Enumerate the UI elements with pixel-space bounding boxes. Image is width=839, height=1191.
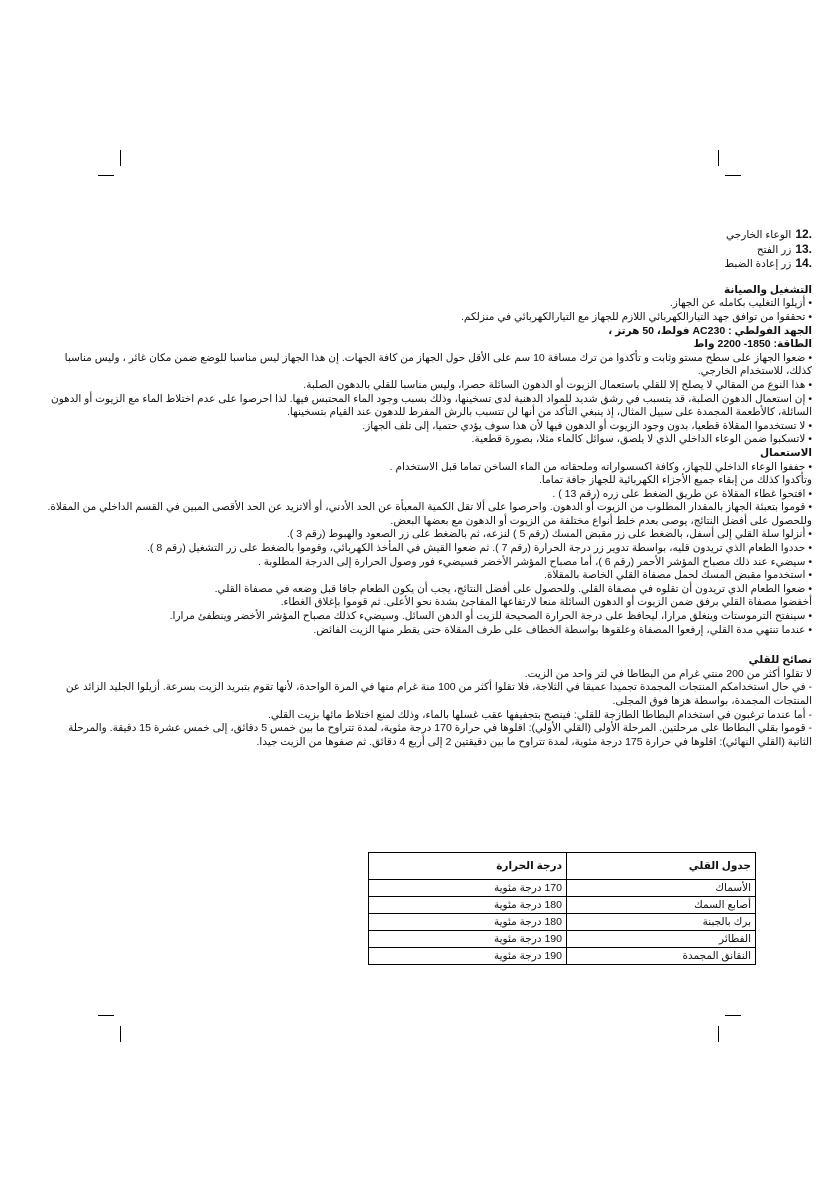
paragraph: • استخدموا مقبض المسك لحمل مصفاة القلي الخاصة بالمقلاة. xyxy=(544,569,812,582)
table-cell-temp: 190 درجة مئوية xyxy=(369,948,567,965)
crop-mark xyxy=(725,1015,741,1016)
table-header-row xyxy=(369,853,756,880)
paragraph: • سيضيء عند ذلك مصباح المؤشر الأحمر (رقم 6 )، أما مصباح المؤشر الأخضر فسيضيء فور وصول الحرارة إلى الدرجة المطلوبة . xyxy=(257,555,812,568)
paragraph: أخفضوا مصفاة القلي برفق ضمن الزيوت أو الدهون السائلة منعا لارتفاعها المفاجئ بشدة نحو الأعلى. ثم قوموا بإغلاق الغطاء. xyxy=(280,596,812,609)
operation-heading: التشغيل والصيانة xyxy=(724,283,812,296)
parts-list-item: 12.الوعاء الخارجي xyxy=(726,227,812,241)
paragraph: • افتحوا غطاء المقلاة عن طريق الضغط على زره (رقم 13 ) . xyxy=(552,487,812,500)
crop-mark xyxy=(98,1015,114,1016)
table-cell-food: برك بالجبنة xyxy=(567,914,756,931)
table-cell-temp: 190 درجة مئوية xyxy=(369,931,567,948)
paragraph: • لاتسكبوا ضمن الوعاء الداخلي الذي لا يلصق، سوائل كالماء مثلا، بصورة قطعية. xyxy=(471,433,812,446)
parts-list xyxy=(42,228,812,272)
table-row xyxy=(369,897,756,914)
table-row xyxy=(369,914,756,931)
paragraph: • عندما تنتهي مدة القلي، إرفعوا المصفاة وعلقوها بواسطة الخطاف على طرف المقلاة حتى يقطر منها الزيت الفائض. xyxy=(313,623,812,636)
paragraph: • أزيلوا التغليب بكامله عن الجهاز. xyxy=(669,297,812,310)
frying-table xyxy=(368,852,756,965)
tips-heading: نصائح للقلي xyxy=(748,654,812,667)
paragraph: • حددوا الطعام الذي تريدون قليه، بواسطة تدوير زر درجة الحرارة (رقم 7 ). ثم ضعوا القيش في المأخذ الكهربائي، وقوموا بالضغط على زر التشغيل (رقم 8 ). xyxy=(147,542,812,555)
crop-mark xyxy=(98,175,114,176)
voltage-spec: الجهد الفولطي : AC230 فولط، 50 هرتز ، xyxy=(608,324,812,337)
table-cell-food: الفطائر xyxy=(567,931,756,948)
crop-mark xyxy=(120,1026,121,1042)
table-cell-temp: 180 درجة مئوية xyxy=(369,897,567,914)
table-cell-temp: 180 درجة مئوية xyxy=(369,914,567,931)
paragraph: • إن استعمال الدهون الصلبة، قد يتسبب في رشق شديد للمواد الدهنية لدى تسخينها، وذلك بسبب وجود الماء المحتبس فيها. لذا احرصوا على عدم اختلاط الماء مع الزيوت أو الدهون السائلة، كالأطعمة المجمدة على سبيل المثال، إذ ينبغي التأكد من أنها لن تتسبب بالرش المفرط للدهون عند القيام بتسخينها. xyxy=(51,392,812,419)
crop-mark xyxy=(718,150,719,166)
paragraph: لا تقلوا أكثر من 200 منتي غرام من البطاطا في لتر واحد من الزيت. xyxy=(524,667,812,680)
table-row xyxy=(369,948,756,965)
parts-list-item: 14.زر إعادة الضبط xyxy=(724,256,812,271)
paragraph: • هذا النوع من المقالي لا يصلح إلا للقلي باستعمال الزيوت أو الدهون السائلة حصرا، وليس مناسبا للقلي بالدهون الصلبة. xyxy=(303,378,812,391)
power-spec: الطاقة: 1850- 2200 واط xyxy=(693,338,812,351)
paragraph: • تحققوا من توافق جهد التيارالكهربائي اللازم للجهاز مع التيارالكهربائي في منزلكم. xyxy=(460,310,812,323)
paragraph: • ضعوا الجهاز على سطح مستو وثابت و تأكدوا من ترك مسافة 10 سم على الأقل حول الجهاز من كافة الجهات. إن هذا الجهاز ليس مناسبا للوضع ضمن مكان غائر ، وليس مناسبا كذلك، للاستخدام الخارجي. xyxy=(64,351,812,378)
paragraph: - في حال استخدامكم المنتجات المجمدة تجميدا عميقا في الثلاجة، فلا تقلوا أكثر من 100 منة غرام منها في المرة الواحدة، لأنها تقوم بتبريد الزيت بسرعة. أزيلوا الجليد الزائد عن المنتجات المجمدة، بواسطة هزها فوق المجلى. xyxy=(65,681,812,707)
paragraph: • أنزلوا سلة القلي إلى أسفل، بالضغط على زر مقبض المسك (رقم 5 ) لنزعه، ثم بالضغط على زر الصعود والهبوط (رقم 3 ). xyxy=(286,528,812,541)
paragraph: - أما عندما ترغبون في استخدام البطاطا الطازجة للقلي: فينصح بتجفيفها عقب غسلها بالماء، وذلك لمنع اختلاط مائها بزيت القلي. xyxy=(267,708,812,721)
table-header-food: جدول القلي xyxy=(567,853,756,880)
paragraph: • لا تستخدموا المقلاة قطعيا، بدون وجود الزيوت أو الدهون فيها لأن هذا سوف يؤدي حتميا، إلى تلف الجهاز. xyxy=(362,419,812,432)
document-body xyxy=(42,228,812,749)
crop-mark xyxy=(718,1026,719,1042)
usage-heading: الاستعمال xyxy=(759,446,812,459)
paragraph: • سينفتح الترموستات وينغلق مرارا، ليحافظ على درجة الحرارة الصحيحة للزيت أو الدهن السائل. وسيضيء كذلك مصباح المؤشر الأخضر وينطفئ مرارا. xyxy=(169,610,812,623)
paragraph: وتأكدوا كذلك من إبقاء جميع الأجزاء الكهربائية للجهاز جافة تماما. xyxy=(539,474,812,487)
paragraph: • جففوا الوعاء الداخلي للجهاز، وكافة اكسسواراته وملحقاته من الماء الساخن تماما قبل الاستخدام . xyxy=(389,460,812,473)
paragraph: - قوموا بقلي البطاطا على مرحلتين. المرحلة الأولى (القلي الأولي): اقلوها في حرارة 170 درجة مئوية، لمدة تتراوح ما بين خمس 5 دقائق، إلى خمس عشرة 15 دقيقة. والمرحلة الثانية (القلي النهائي): اقلوها في حرارة 175 درجة مئوية، لمدة تتراوح ما بين دقيقتين 2 إلى أربع 4 دقائق. ثم صفوها من الزيت جيدا. xyxy=(68,722,812,748)
table-row xyxy=(369,880,756,897)
table-cell-food: الأسماك xyxy=(567,880,756,897)
crop-mark xyxy=(120,150,121,166)
paragraph: • قوموا بتعبئة الجهاز بالمقدار المطلوب من الزيوت أو الدهون. واحرصوا على ألا تقل الكمية المعبأة عن الحد الأدني، أو ألاتزيد عن الحد الأقصى المبين في القسم الداخلي من المقلاة. وللحصول على أفضل النتائج، يوصى بعدم خلط أنواع مختلفة من الزيوت أو الدهون مع بعضها البعض. xyxy=(47,501,812,527)
table-cell-food: النقانق المجمدة xyxy=(567,948,756,965)
table-cell-temp: 170 درجة مئوية xyxy=(369,880,567,897)
parts-list-item: 13.زر الفتح xyxy=(756,241,812,256)
table-cell-food: أصابع السمك xyxy=(567,897,756,914)
table-header-temp: درجة الحرارة xyxy=(369,853,567,880)
crop-mark xyxy=(725,175,741,176)
paragraph: • ضعوا الطعام الذي تريدون أن تقلوه في مصفاة القلي. وللحصول على أفضل النتائج، يجب أن يكون الطعام جافا قبل وضعه في مصفاة القلي. xyxy=(214,582,812,595)
table-row xyxy=(369,931,756,948)
